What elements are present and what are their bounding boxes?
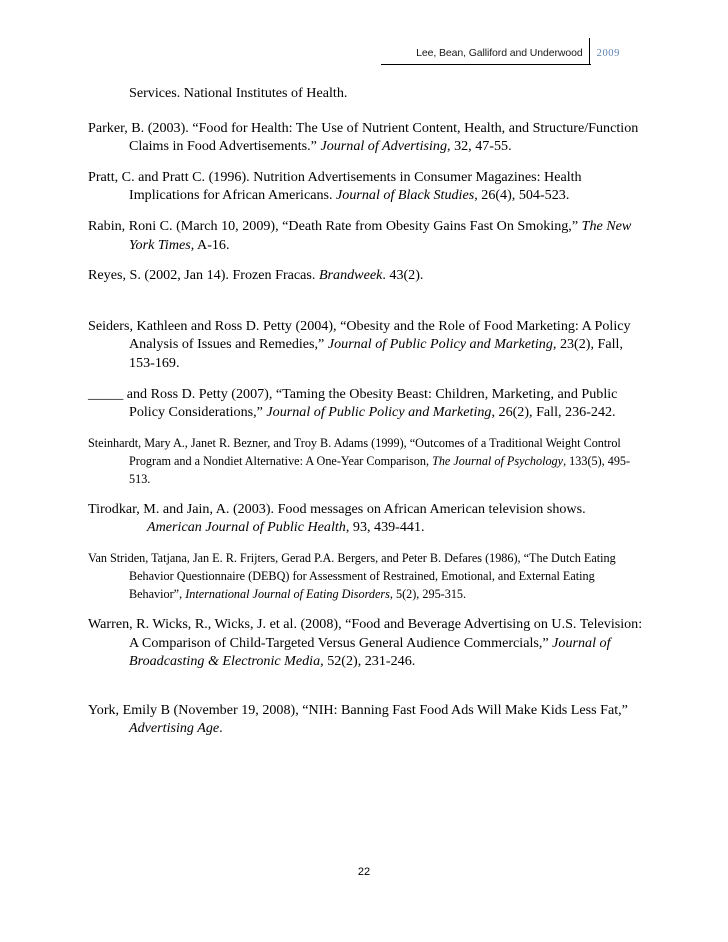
- reference-text: , 26(4), 504-523.: [474, 187, 570, 204]
- page-number: 22: [357, 866, 371, 878]
- reference-text: .: [219, 720, 223, 737]
- reference-text: Tirodkar, M. and Jain, A. (2003). Food messages on African American television shows.: [88, 500, 586, 517]
- reference-source: Brandweek: [318, 267, 383, 284]
- reference-text: , 26(2), Fall, 236-242.: [491, 404, 616, 421]
- reference-text: Pratt, C. and Pratt C. (1996). Nutrition Advertisements in Consumer Magazines: Health Implications for African Americans.: [88, 168, 582, 204]
- reference-source: Journal of Public Policy and Marketing: [266, 404, 492, 421]
- reference-text: , 32, 47-55.: [447, 138, 512, 155]
- header-year: 2009: [596, 48, 620, 59]
- reference-text: Van Striden, Tatjana, Jan E. R. Frijters, Gerad P.A. Bergers, and Peter B. Defares (1986), “The Dutch Eating Behavior Questionnaire (DEBQ) for Assessment of Restrained, Emotional, and External Eating Behavior”,: [88, 550, 616, 601]
- reference-text: , 93, 439-441.: [345, 519, 425, 536]
- reference-entry: [88, 500, 648, 537]
- reference-entry: [88, 549, 648, 603]
- reference-entry: [88, 266, 648, 285]
- reference-source: The Journal of Psychology: [432, 453, 564, 468]
- running-header: [416, 40, 620, 64]
- reference-source: International Journal of Eating Disorders: [185, 586, 390, 601]
- reference-text: , 52(2), 231-246.: [320, 653, 416, 670]
- reference-source: Journal of Advertising: [320, 138, 448, 155]
- header-divider: [589, 38, 590, 64]
- reference-entry: [88, 217, 648, 254]
- reference-text: Parker, B. (2003). “Food for Health: The Use of Nutrient Content, Health, and Structure/Function Claims in Food Advertisements.”: [88, 119, 639, 155]
- reference-entry: [88, 385, 648, 422]
- reference-text: , 5(2), 295-315.: [389, 586, 467, 601]
- header-underline: [381, 64, 591, 65]
- reference-entry: [88, 119, 648, 156]
- reference-entry: [88, 701, 648, 738]
- header-authors: Lee, Bean, Galliford and Underwood: [416, 47, 583, 59]
- reference-text: _____ and Ross D. Petty (2007), “Taming the Obesity Beast: Children, Marketing, and Public Policy Considerations,”: [88, 385, 618, 421]
- reference-entry: [88, 317, 648, 373]
- reference-text: York, Emily B (November 19, 2008), “NIH: Banning Fast Food Ads Will Make Kids Less Fat,”: [88, 701, 628, 718]
- reference-source: Journal of Broadcasting & Electronic Media: [129, 634, 611, 670]
- reference-source: Journal of Public Policy and Marketing: [327, 336, 553, 353]
- reference-list: [88, 84, 648, 750]
- reference-entry: [88, 615, 648, 671]
- reference-text: Seiders, Kathleen and Ross D. Petty (2004), “Obesity and the Role of Food Marketing: A Policy Analysis of Issues and Remedies,”: [88, 317, 631, 353]
- reference-text: , A-16.: [190, 236, 230, 253]
- reference-text: Steinhardt, Mary A., Janet R. Bezner, and Troy B. Adams (1999), “Outcomes of a Traditional Weight Control Program and a Nondiet Alternative: A One-Year Comparison,: [88, 435, 621, 468]
- reference-entry: [88, 168, 648, 205]
- reference-text: , 133(5), 495-513.: [129, 453, 631, 486]
- reference-source: Journal of Black Studies: [336, 187, 475, 204]
- reference-source: The New York Times: [129, 217, 632, 253]
- reference-entry: [88, 84, 648, 103]
- reference-source: American Journal of Public Health: [147, 519, 346, 536]
- reference-source: Advertising Age: [129, 720, 220, 737]
- reference-text: Reyes, S. (2002, Jan 14). Frozen Fracas.: [88, 267, 319, 284]
- reference-text: Rabin, Roni C. (March 10, 2009), “Death Rate from Obesity Gains Fast On Smoking,”: [88, 217, 582, 234]
- reference-entry: [88, 434, 648, 488]
- reference-text: . 43(2).: [382, 267, 424, 284]
- reference-text: , 23(2), Fall, 153-169.: [129, 336, 623, 371]
- reference-text: Services. National Institutes of Health.: [129, 85, 348, 101]
- reference-text: Warren, R. Wicks, R., Wicks, J. et al. (2008), “Food and Beverage Advertising on U.S. Television: A Comparison of Child-Targeted Versus General Audience Commercials,”: [88, 615, 643, 651]
